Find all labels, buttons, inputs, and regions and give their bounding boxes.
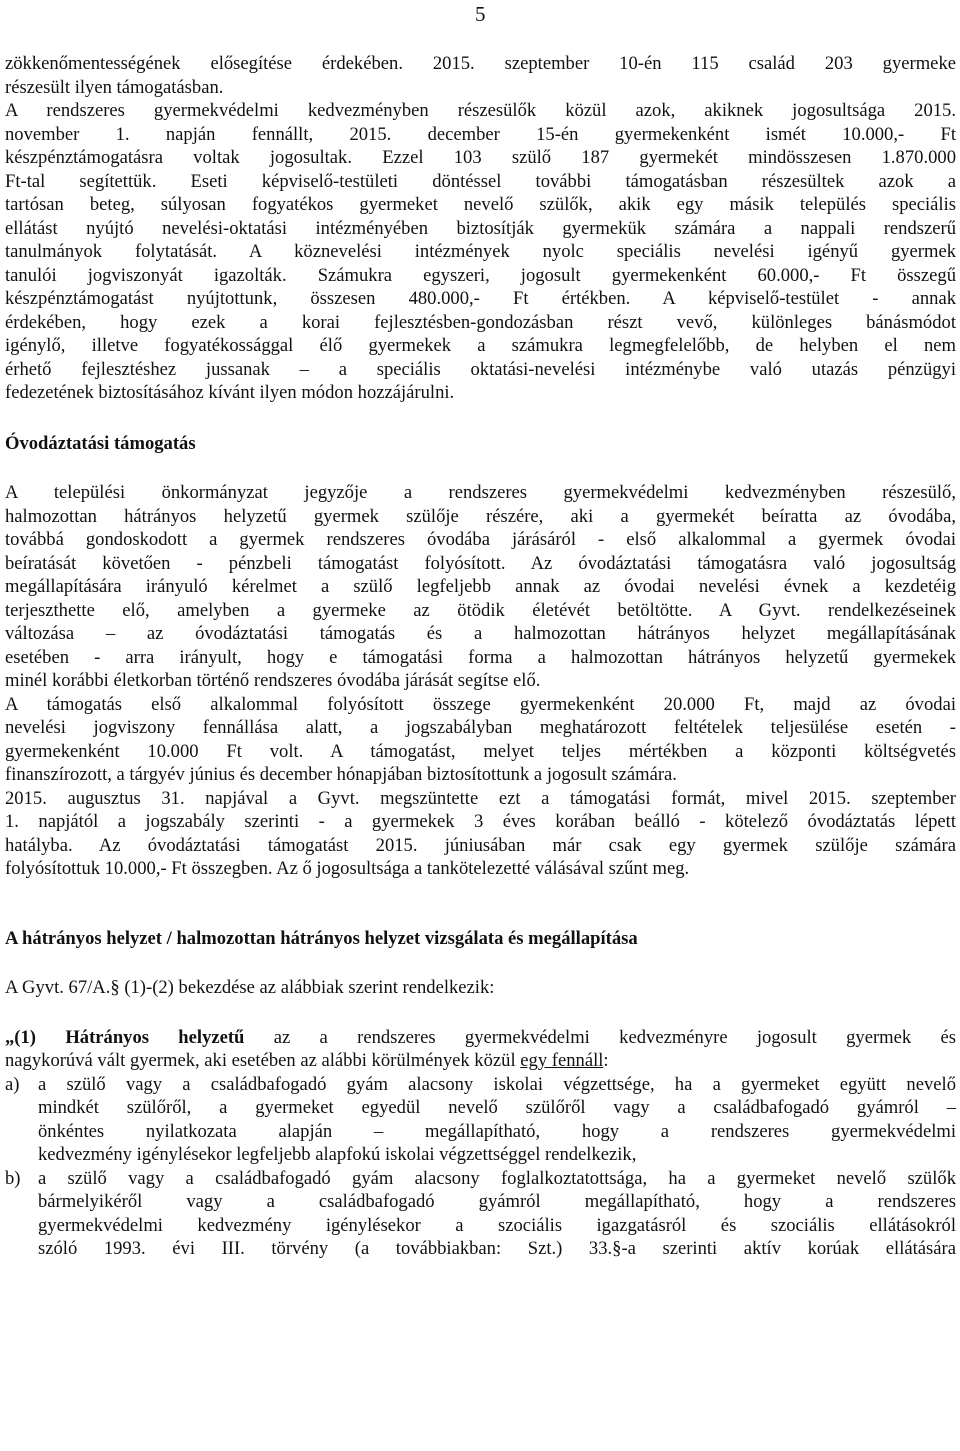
paragraph-support-termination	[5, 787, 956, 881]
page-number: 5	[475, 2, 486, 26]
text-line: terjeszthette elő, amelyben a gyermeke az ötödik életévét betöltötte. A Gyvt. rendelkezéseinek	[5, 599, 956, 621]
text-line: önkéntes nyilatkozata alapján – megállapítható, hogy a rendszeres gyermekvédelmi	[38, 1120, 956, 1142]
text-line: folyósítottuk 10.000,- Ft összegben. Az ő jogosultsága a tankötelezetté válásával szűnt meg.	[5, 858, 690, 879]
quote-line-1	[5, 1026, 956, 1050]
section-heading-kindergarten-support: Óvodáztatási támogatás	[5, 432, 196, 454]
text-line: mindkét szülőről, a gyermeket egyedül nevelő szülőről vagy a családbafogadó gyámról –	[38, 1097, 956, 1118]
quote-line-2-end: :	[603, 1050, 609, 1071]
paragraph-support-amount	[5, 693, 956, 787]
text-line: tartósan beteg, súlyosan fogyatékos gyermeket nevelő szülők, akik egy másik település speciális	[5, 194, 956, 215]
text-line: a szülő vagy a családbafogadó gyám alacsony foglalkoztatottsága, ha a gyermeket nevelő szülők	[38, 1167, 956, 1189]
paragraph-intro-continuation	[5, 52, 956, 99]
text-line: a szülő vagy a családbafogadó gyám alacsony iskolai végzettsége, ha a gyermeket együtt nevelő	[38, 1073, 956, 1095]
paragraph-kindergarten-support	[5, 481, 956, 693]
paragraph-legal-reference: A Gyvt. 67/A.§ (1)-(2) bekezdése az alábbiak szerint rendelkezik:	[5, 977, 495, 998]
quote-line-1-rest: az a rendszeres gyermekvédelmi kedvezményre jogosult gyermek és	[244, 1026, 956, 1048]
text-line: tanulói jogviszonyát igazolták. Számukra egyszeri, jogosult gyermekenként 60.000,- Ft összegű	[5, 264, 956, 286]
legal-quote	[5, 1026, 956, 1261]
text-line: változása – az óvodáztatási támogatás és a halmozottan hátrányos helyzet megállapításának	[5, 623, 956, 644]
text-line: finanszírozott, a tárgyév június és december hónapjában biztosítottunk a jogosult számára.	[5, 764, 677, 785]
text-line: A rendszeres gyermekvédelmi kedvezményben részesülők közül azok, akiknek jogosultsága 2015.	[5, 100, 956, 121]
text-line: továbbá gondoskodott a gyermek rendszeres óvodába járásáról - első alkalommal a gyermek óvodai	[5, 529, 956, 550]
text-line: részesült ilyen támogatásban.	[5, 76, 224, 98]
quote-line-2-text: nagykorúvá vált gyermek, aki esetében az alábbi körülmények közül	[5, 1050, 521, 1071]
text-line: érhető fejlesztéshez jussanak – a speciális oktatási-nevelési intézménybe való utazás pénzügyi	[5, 358, 956, 380]
text-line: fedezetének biztosításához kívánt ilyen módon hozzájárulni.	[5, 382, 455, 403]
quote-line-2	[5, 1049, 956, 1073]
text-line: 2015. augusztus 31. napjával a Gyvt. megszüntette ezt a támogatási formát, mivel 2015. szeptember	[5, 787, 956, 809]
list-item-a	[5, 1073, 956, 1167]
text-line: beíratását követően - pénzbeli támogatást folyósított. Az óvodáztatási támogatásra való jogosultság	[5, 552, 956, 574]
text-line: ellátást nyújtó nevelési-oktatási intézményében biztosítják gyermekük számára a nappali rendszerű	[5, 217, 956, 239]
list-item-b	[5, 1167, 956, 1261]
text-line: Ft-tal segítettük. Eseti képviselő-testületi döntéssel további támogatásban részesültek azok a	[5, 170, 956, 192]
text-line: esetében - arra irányult, hogy e támogatási forma a halmozottan hátrányos helyzetű gyermekek	[5, 646, 956, 668]
quote-underlined-term: egy fennáll	[520, 1050, 604, 1071]
text-line: hatályba. Az óvodáztatási támogatást 2015. júniusában már csak egy gyermek szülője számára	[5, 834, 956, 856]
text-line: bármelyikéről vagy a családbafogadó gyámról megállapítható, hogy a rendszeres	[38, 1191, 956, 1212]
text-line: kedvezmény igénylésekor legfeljebb alapfokú iskolai végzettséggel rendelkezik,	[38, 1144, 637, 1165]
text-line: nevelési jogviszony fennállása alatt, a jogszabályban meghatározott feltételek teljesülése esetén -	[5, 717, 956, 738]
text-line: gyermekenként 10.000 Ft volt. A támogatást, melyet teljes mértékben a központi költségvetés	[5, 740, 956, 762]
text-line: tanulmányok folytatását. A köznevelési intézmények nyolc speciális nevelési igényű gyermek	[5, 241, 956, 262]
text-line: szóló 1993. évi III. törvény (a továbbiakban: Szt.) 33.§-a szerinti aktív korúak ellátására	[38, 1238, 956, 1259]
text-line: 1. napjától a jogszabály szerinti - a gyermekek 3 éves korában beálló - kötelező óvodáztatás lépett	[5, 811, 956, 832]
list-marker: b)	[5, 1167, 21, 1189]
text-line: zökkenőmentességének elősegítése érdekében. 2015. szeptember 10-én 115 család 203 gyermeke	[5, 53, 956, 74]
quote-bold-term: Hátrányos helyzetű	[65, 1026, 245, 1048]
text-line: november 1. napján fennállt, 2015. december 15-én gyermekenként ismét 10.000,- Ft	[5, 123, 956, 145]
document-body	[5, 52, 956, 1261]
text-line: érdekében, hogy ezek a korai fejlesztésben-gondozásban részt vevő, különleges bánásmódot	[5, 311, 956, 333]
text-line: megállapítására irányuló kérelmet a szülő legfeljebb annak az óvodai nevelési évnek a kezdetéig	[5, 576, 956, 597]
text-line: készpénztámogatást nyújtottunk, összesen 480.000,- Ft értékben. A képviselő-testület - annak	[5, 288, 956, 309]
section-heading-disadvantaged-status: A hátrányos helyzet / halmozottan hátrányos helyzet vizsgálata és megállapítása	[5, 927, 638, 949]
paragraph-child-protection-support	[5, 99, 956, 405]
list-marker: a)	[5, 1073, 20, 1095]
text-line: A települési önkormányzat jegyzője a rendszeres gyermekvédelmi kedvezményben részesülő,	[5, 482, 956, 503]
text-line: gyermekvédelmi kedvezmény igénylésekor a szociális igazgatásról és szociális ellátásokról	[38, 1214, 956, 1236]
text-line: igénylő, illetve fogyatékossággal élő gyermekek a számukra legmegfelelőbb, de helyben el nem	[5, 335, 956, 356]
text-line: A támogatás első alkalommal folyósított összege gyermekenként 20.000 Ft, majd az óvodai	[5, 693, 956, 715]
text-line: készpénztámogatásra voltak jogosultak. Ezzel 103 szülő 187 gyermekét mindösszesen 1.870.000	[5, 147, 956, 168]
quote-open: „(1)	[5, 1026, 66, 1048]
text-line: halmozottan hátrányos helyzetű gyermek szülője részére, aki a gyermekét beíratta az óvodába,	[5, 505, 956, 527]
text-line: minél korábbi életkorban történő rendszeres óvodába járását segítse elő.	[5, 670, 541, 691]
